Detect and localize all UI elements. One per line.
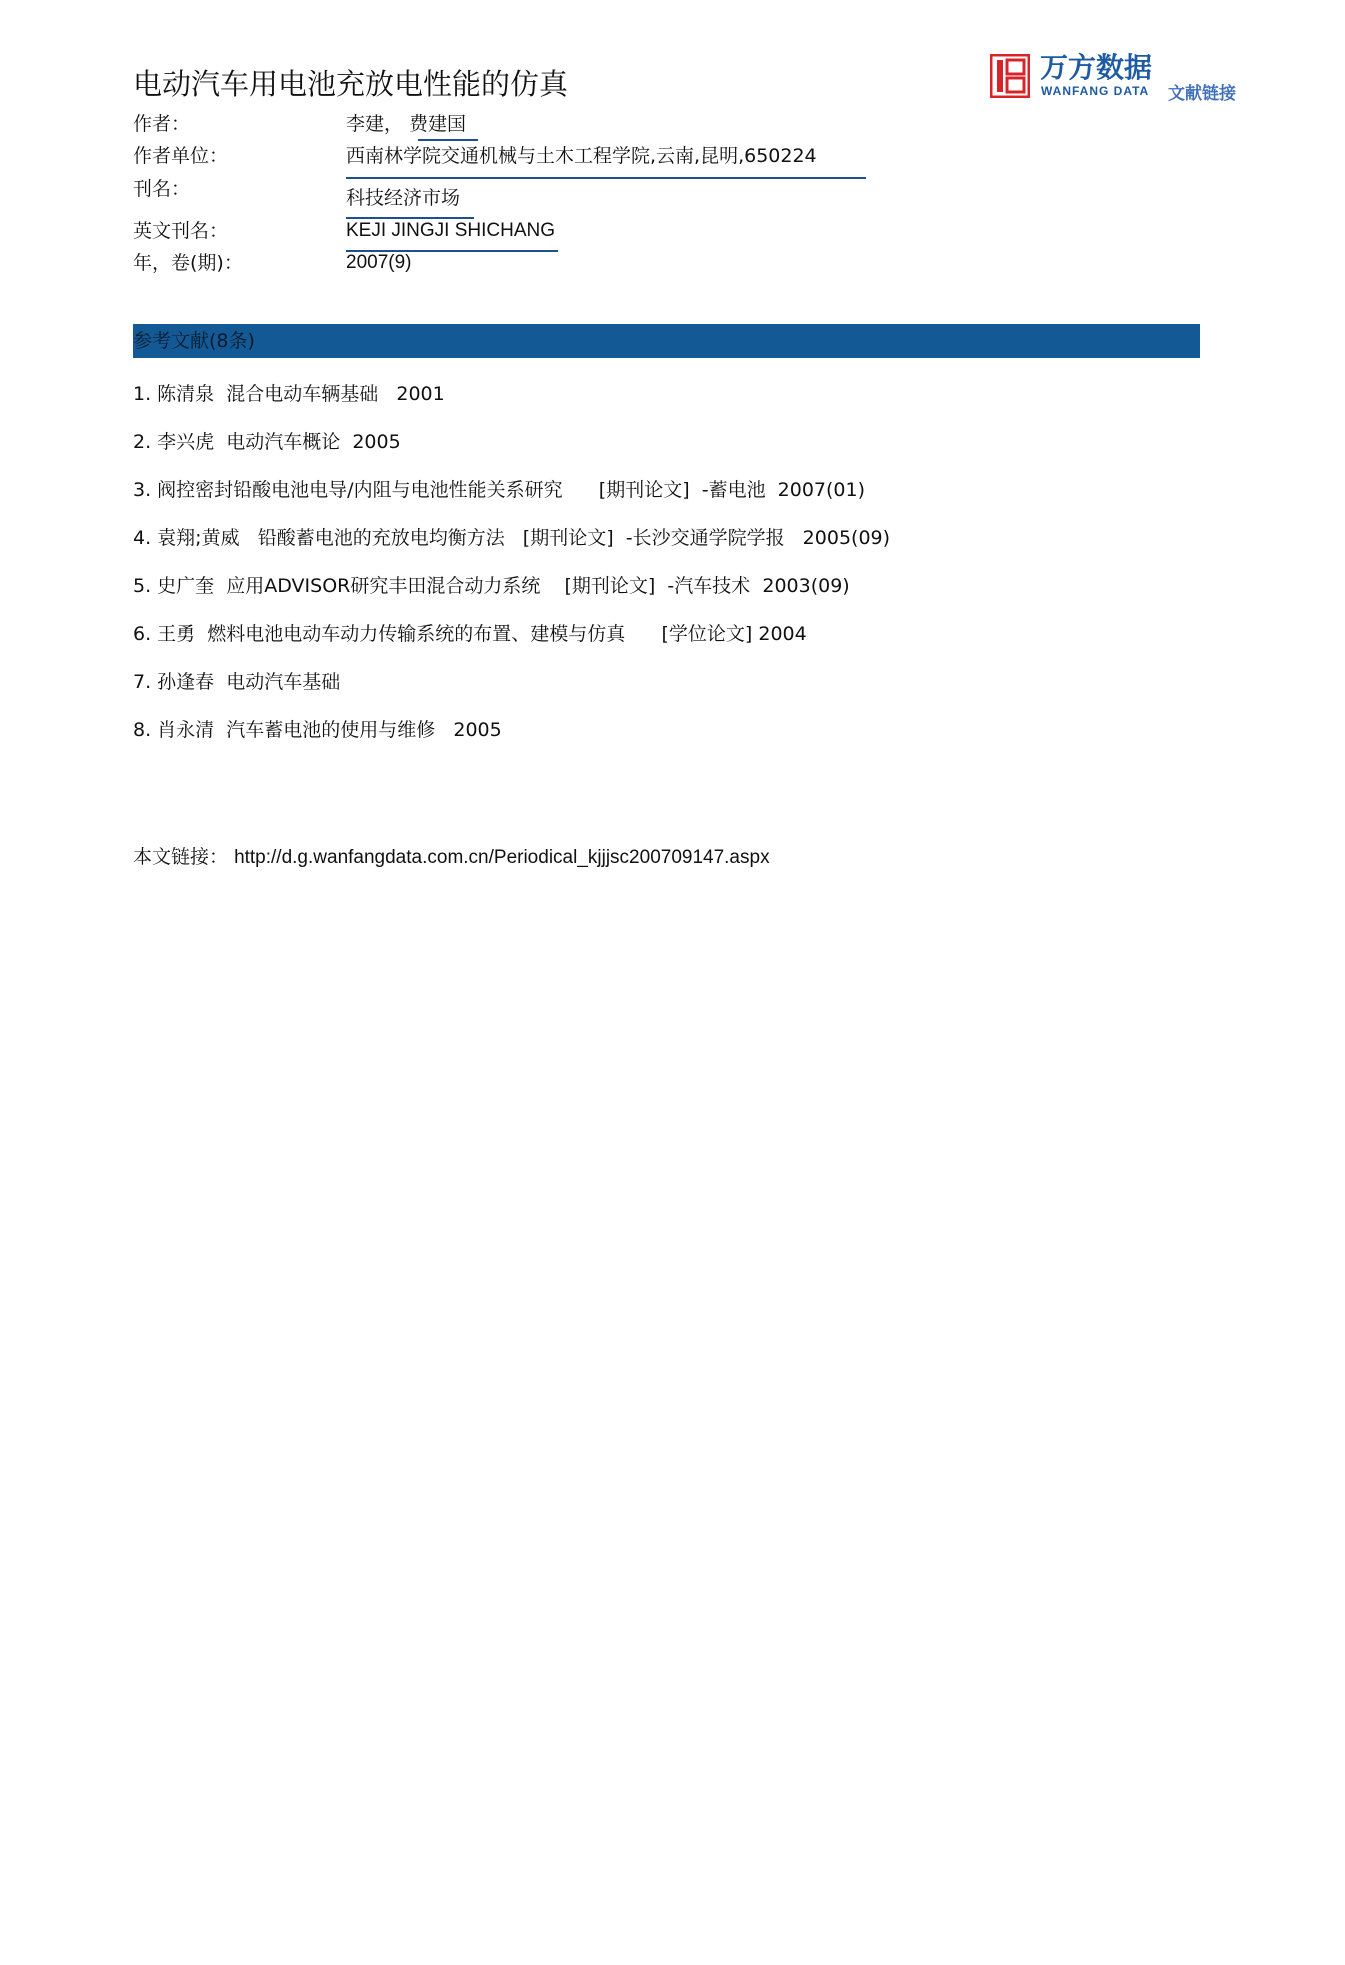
references-header-label: 参考文献(8条) <box>133 330 255 352</box>
journal-label: 刊名： <box>133 178 191 200</box>
reference-item-1[interactable]: 1. 陈清泉 混合电动车辆基础 2001 <box>133 383 445 405</box>
logo-name-cn: 万方数据 <box>1040 51 1153 84</box>
journal-en-label: 英文刊名： <box>133 220 229 242</box>
authors-link[interactable]: 李建， 费建国 <box>346 113 467 135</box>
references-header <box>133 324 1200 358</box>
issue-value: 2007(9) <box>346 252 412 273</box>
author-underline <box>418 139 478 141</box>
author-label: 作者： <box>133 113 191 135</box>
literature-link[interactable]: 文献链接 <box>1168 84 1236 104</box>
reference-item-8[interactable]: 8. 肖永清 汽车蓄电池的使用与维修 2005 <box>133 719 502 741</box>
affiliation-underline <box>346 177 866 179</box>
article-link-label: 本文链接： <box>133 846 229 868</box>
reference-item-5[interactable]: 5. 史广奎 应用ADVISOR研究丰田混合动力系统 [期刊论文] -汽车技术 2003(09) <box>133 575 850 597</box>
reference-item-7[interactable]: 7. 孙逢春 电动汽车基础 <box>133 671 341 693</box>
wanfang-logo[interactable] <box>990 52 1250 102</box>
reference-item-4[interactable]: 4. 袁翔;黄威 铅酸蓄电池的充放电均衡方法 [期刊论文] -长沙交通学院学报 2005(09) <box>133 527 891 549</box>
reference-item-3[interactable]: 3. 阀控密封铅酸电池电导/内阻与电池性能关系研究 [期刊论文] -蓄电池 2007(01) <box>133 479 866 501</box>
journal-en-link[interactable]: KEJI JINGJI SHICHANG <box>346 220 556 241</box>
article-link-row <box>133 844 770 871</box>
affiliation-label: 作者单位： <box>133 145 229 167</box>
wanfang-logo-icon <box>990 54 1030 98</box>
reference-item-2[interactable]: 2. 李兴虎 电动汽车概论 2005 <box>133 431 401 453</box>
article-link-url[interactable]: http://d.g.wanfangdata.com.cn/Periodical_kjjjsc200709147.aspx <box>234 847 770 868</box>
affiliation-link[interactable]: 西南林学院交通机械与土木工程学院,云南,昆明,650224 <box>346 145 817 167</box>
issue-label: 年，卷(期)： <box>133 252 243 274</box>
logo-name-en: WANFANG DATA <box>1041 84 1150 98</box>
reference-item-6[interactable]: 6. 王勇 燃料电池电动车动力传输系统的布置、建模与仿真 [学位论文] 2004 <box>133 623 807 645</box>
journal-link[interactable]: 科技经济市场 <box>346 187 461 209</box>
page-title: 电动汽车用电池充放电性能的仿真 <box>133 67 569 101</box>
